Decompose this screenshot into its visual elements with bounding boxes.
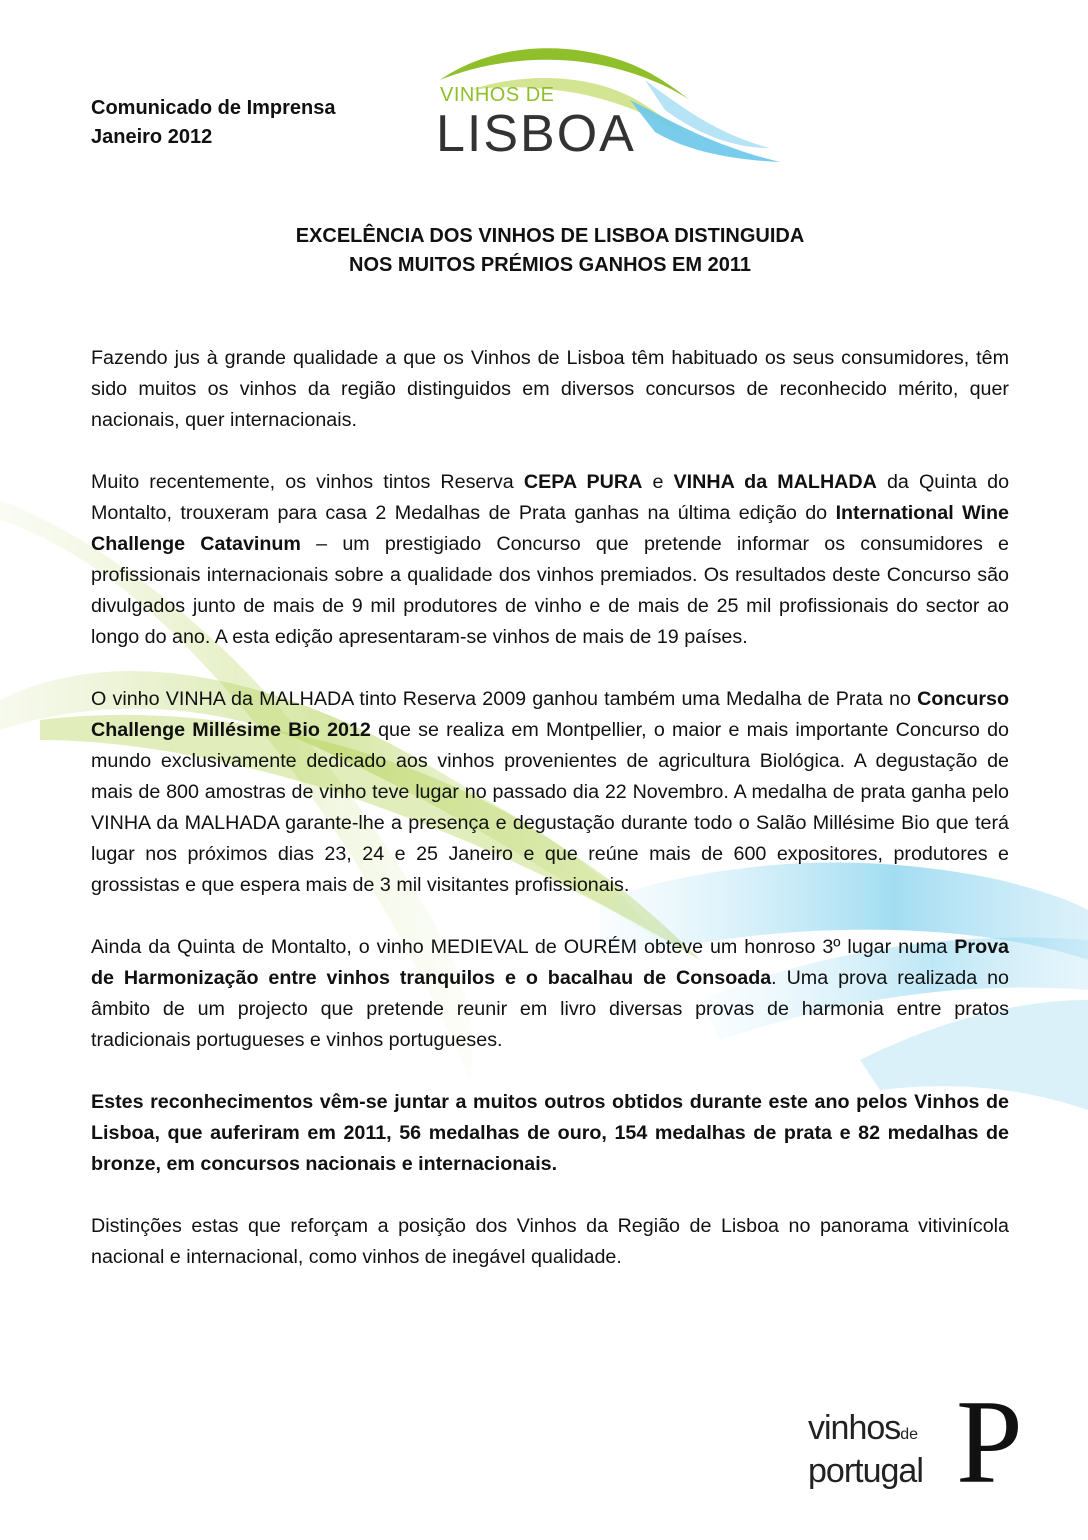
- title-line-2: NOS MUITOS PRÉMIOS GANHOS EM 2011: [349, 254, 751, 276]
- header-line-2: Janeiro 2012: [91, 126, 213, 148]
- text-run: que se realiza em Montpellier, o maior e mais importante Concurso do mundo exclusivamente dedicado aos vinhos provenientes de agricultura Biológica. A degustação de mais de 800 amostras de vinho teve lugar no passado dia 22 Novembro. A medalha de prata ganha pelo VINHA da MALHADA garante-lhe a presença e degustação durante todo o Salão Millésime Bio que terá lugar nos próximos dias 23, 24 e 25 Janeiro e que reúne mais de 600 expositores, produtores e grossistas e que espera mais de 3 mil visitantes profissionais.: [91, 719, 1009, 896]
- bold-text: Estes reconhecimentos vêm-se juntar a muitos outros obtidos durante este ano pelos Vinhos de Lisboa, que auferiram em 2011, 56 medalhas de ouro, 154 medalhas de prata e 82 medalhas de bronze, em concursos nacionais e internacionais.: [91, 1091, 1009, 1175]
- paragraph-2: [91, 467, 1009, 653]
- bold-text: CEPA PURA: [523, 471, 643, 493]
- text-run: Ainda da Quinta de Montalto, o vinho MEDIEVAL de OURÉM obteve um honroso 3º lugar numa: [91, 936, 955, 958]
- paragraph-5: [91, 1087, 1009, 1180]
- logo-portugal-de: de: [900, 1426, 919, 1443]
- bold-text: International Wine Challenge Catavinum: [91, 502, 1009, 555]
- vinhos-de-lisboa-logo: [430, 40, 790, 170]
- text-run: Fazendo jus à grande qualidade a que os Vinhos de Lisboa têm habituado os seus consumidores, têm sido muitos os vinhos da região distinguidos em diversos concursos de reconhecido mérito, quer nacionais, quer internacionais.: [91, 347, 1009, 431]
- document-body: [91, 343, 1009, 1304]
- logo-portugal-p-mark: P: [956, 1375, 1023, 1508]
- paragraph-3: [91, 684, 1009, 901]
- logo-small-text: VINHOS DE: [440, 84, 555, 106]
- bold-text: Prova de Harmonização entre vinhos tranquilos e o bacalhau de Consoada: [91, 936, 1009, 989]
- text-run: – um prestigiado Concurso que pretende informar os consumidores e profissionais internacionais sobre a qualidade dos vinhos premiados. Os resultados deste Concurso são divulgados junto de mais de 9 mil produtores de vinho e de mais de 25 mil profissionais do sector ao longo do ano. A esta edição apresentaram-se vinhos de mais de 19 países.: [91, 533, 1010, 648]
- logo-big-text: LISBOA: [436, 105, 636, 163]
- text-run: e: [642, 471, 674, 493]
- logo-portugal-line-1: vinhos: [808, 1409, 901, 1447]
- paragraph-6: [91, 1211, 1009, 1273]
- paragraph-4: [91, 932, 1009, 1056]
- paragraph-1: [91, 343, 1009, 436]
- text-run: . Uma prova realizada no âmbito de um projecto que pretende reunir em livro diversas provas de harmonia entre pratos tradicionais portugueses e vinhos portugueses.: [91, 967, 1009, 1051]
- vinhos-de-portugal-logo: [808, 1375, 1038, 1508]
- press-release-header: [91, 94, 336, 152]
- text-run: Distinções estas que reforçam a posição dos Vinhos da Região de Lisboa no panorama vitivinícola nacional e internacional, como vinhos de inegável qualidade.: [91, 1215, 1009, 1268]
- text-run: Muito recentemente, os vinhos tintos Reserva: [91, 471, 524, 493]
- bold-text: VINHA da MALHADA: [673, 471, 877, 493]
- logo-portugal-text: [808, 1410, 923, 1489]
- text-run: O vinho VINHA da MALHADA tinto Reserva 2009 ganhou também uma Medalha de Prata no: [91, 688, 918, 710]
- document-title: [200, 222, 900, 280]
- text-run: da Quinta do Montalto, trouxeram para casa 2 Medalhas de Prata ganhas na última edição do: [91, 471, 1010, 524]
- bold-text: Concurso Challenge Millésime Bio 2012: [91, 688, 1009, 741]
- title-line-1: EXCELÊNCIA DOS VINHOS DE LISBOA DISTINGUIDA: [295, 225, 805, 247]
- logo-portugal-line-2: portugal: [808, 1452, 923, 1490]
- header-line-1: Comunicado de Imprensa: [91, 97, 336, 119]
